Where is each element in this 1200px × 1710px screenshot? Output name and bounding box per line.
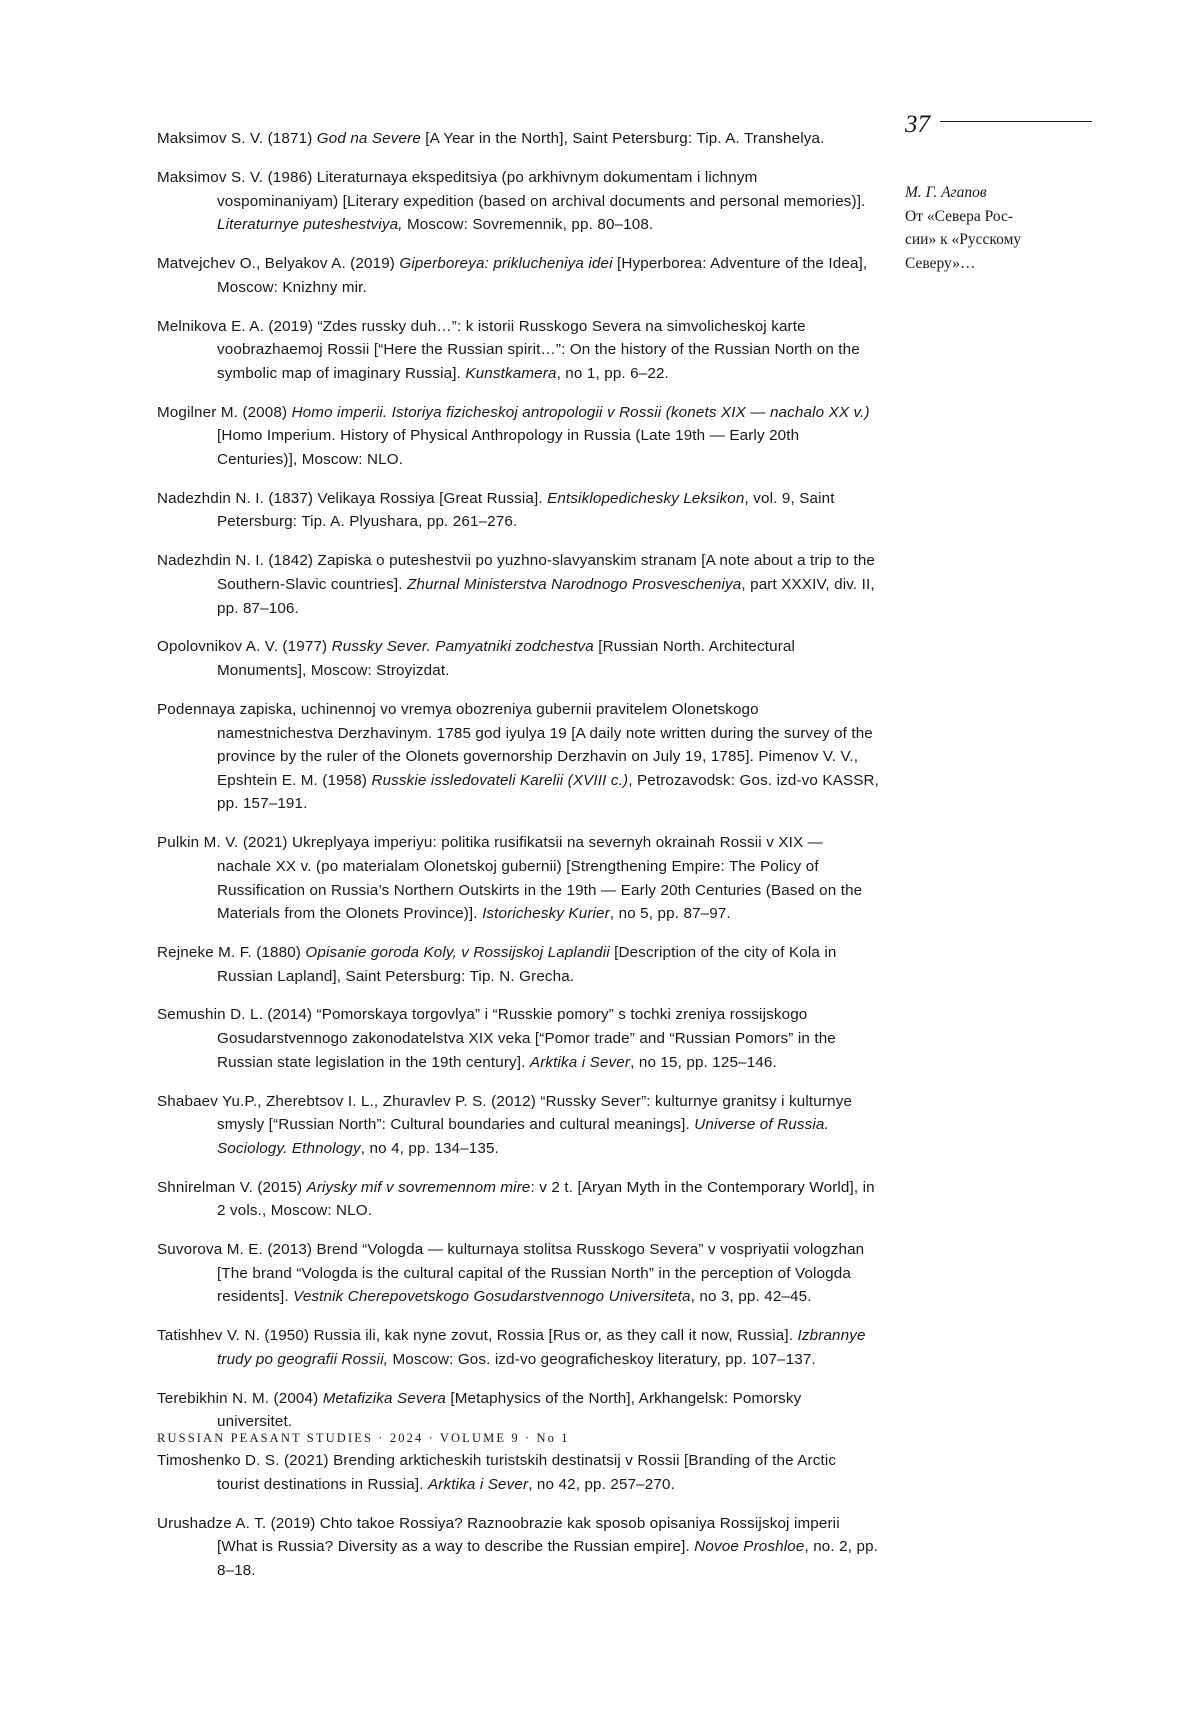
page-number-row <box>905 112 1105 137</box>
bibliography-entry: Melnikova E. A. (2019) “Zdes russky duh…”: k istorii Russkogo Severa na simvolicheskoj karte voobrazhaemoj Rossii [“Here the Russian spirit…”: On the history of the Russian North on the symbolic map of imaginary Russia]. Kunstkamera, no 1, pp. 6–22. <box>157 317 860 382</box>
bibliography-entry: Timoshenko D. S. (2021) Brending arkticheskih turistskih destinatsij v Rossii [Branding of the Arctic tourist destinations in Russia]. Arktika i Sever, no 42, pp. 257–270. <box>157 1452 837 1493</box>
bibliography-entry: Mogilner M. (2008) Homo imperii. Istoriya fizicheskoj antropologii v Rossii (konets XIX — nachalo XX v.) [Homo Imperium. History of Physical Anthropology in Russia (Late 19th — Early 20th Centuries)], Moscow: NLO. <box>157 403 870 468</box>
page-footer: RUSSIAN PEASANT STUDIES · 2024 · VOLUME 9 · No 1 <box>157 1431 570 1445</box>
bibliography-entry: Matvejchev O., Belyakov A. (2019) Giperboreya: priklucheniya idei [Hyperborea: Adventure of the Idea], Moscow: Knizhny mir. <box>157 255 868 296</box>
running-head-line-1: От «Севера Рос- <box>905 207 1014 225</box>
bibliography-entry: Opolovnikov A. V. (1977) Russky Sever. Pamyatniki zodchestva [Russian North. Architectural Monuments], Moscow: Stroyizdat. <box>157 638 796 680</box>
bibliography-entry: Podennaya zapiska, uchinennoj vo vremya obozreniya gubernii pravitelem Olonetskogo namestnichestva Derzhavinym. 1785 god iyulya 19 [A daily note written during the survey of the province by the ruler of the Olonets governorship Derzhavin on July 19, 1785]. Pimenov V. V., Epshtein E. M. (1958) Russkie issledovateli Karelii (XVIII c.), Petrozavodsk: Gos. izd-vo KASSR, pp. 157–191. <box>157 700 880 813</box>
bibliography-entry: Maksimov S. V. (1871) God na Severe [A Year in the North], Saint Petersburg: Tip. A. Transhelya. <box>157 130 825 148</box>
running-head-author: М. Г. Агапов <box>905 184 987 201</box>
bibliography-entry: Rejneke M. F. (1880) Opisanie goroda Koly, v Rossijskoj Laplandii [Description of the city of Kola in Russian Lapland], Saint Petersburg: Tip. N. Grecha. <box>157 944 837 985</box>
bibliography-entry: Terebikhin N. M. (2004) Metafizika Severa [Metaphysics of the North], Arkhangelsk: Pomorsky universitet. <box>157 1389 802 1431</box>
bibliography-entry: Maksimov S. V. (1986) Literaturnaya ekspeditsiya (po arkhivnym dokumentam i lichnym vospominaniyam) [Literary expedition (based on archival documents and personal memories)]. Literaturnye puteshestviya, Moscow: Sovremennik, pp. 80–108. <box>157 169 866 234</box>
page-number: 37 <box>905 111 930 138</box>
running-head <box>905 181 1065 275</box>
running-head-line-2: сии» к «Русскому <box>905 231 1022 249</box>
bibliography-entry: Pulkin M. V. (2021) Ukreplyaya imperiyu: politika rusifikatsii na severnyh okrainah Rossii v XIX — nachale XX v. (po materialam Olonetskoj gubernii) [Strengthening Empire: The Policy of Russification on Russia’s Northern Outskirts in the 19th — Early 20th Centuries (Based on the Materials from the Olonets Province)]. Istorichesky Kurier, no 5, pp. 87–97. <box>157 834 863 923</box>
bibliography-entry: Urushadze A. T. (2019) Chto takoe Rossiya? Raznoobrazie kak sposob opisaniya Rossijskoj imperii [What is Russia? Diversity as a way to describe the Russian empire]. Novoe Proshloe, no. 2, pp. 8–18. <box>157 1514 879 1579</box>
page-number-rule <box>940 121 1092 122</box>
bibliography-entry: Shnirelman V. (2015) Ariysky mif v sovremennom mire: v 2 t. [Aryan Myth in the Contemporary World], in 2 vols., Moscow: NLO. <box>157 1178 875 1220</box>
bibliography-list <box>157 112 879 1585</box>
bibliography-entry: Nadezhdin N. I. (1842) Zapiska o puteshestvii po yuzhno-slavyanskim stranam [A note about a trip to the Southern-Slavic countries]. Zhurnal Ministerstva Narodnogo Prosvescheniya, part XXXIV, div. II, pp. 87–106. <box>157 552 876 617</box>
bibliography-entry: Tatishhev V. N. (1950) Russia ili, kak nyne zovut, Rossia [Rus or, as they call it now, Russia]. Izbrannye trudy po geografii Rossii, Moscow: Gos. izd-vo geograficheskoy literatury, pp. 107–137. <box>157 1327 866 1368</box>
bibliography-entry: Suvorova M. E. (2013) Brend “Vologda — kulturnaya stolitsa Russkogo Severa” v vospriyatii vologzhan [The brand “Vologda is the cultural capital of the Russian North” in the perception of Vologda residents]. Vestnik Cherepovetskogo Gosudarstvennogo Universiteta, no 3, pp. 42–45. <box>157 1241 865 1306</box>
bibliography-entry: Semushin D. L. (2014) “Pomorskaya torgovlya” i “Russkie pomory” s tochki zreniya rossijskogo Gosudarstvennogo zakonodatelstva XIX veka [“Pomor trade” and “Russian Pomors” in the Russian state legislation in the 19th century]. Arktika i Sever, no 15, pp. 125–146. <box>157 1006 836 1071</box>
running-head-line-3: Северу»… <box>905 254 976 272</box>
page-margin-block <box>905 112 1105 275</box>
bibliography-entry: Shabaev Yu.P., Zherebtsov I. L., Zhuravlev P. S. (2012) “Russky Sever”: kulturnye granitsy i kulturnye smysly [“Russian North”: Cultural boundaries and cultural meanings]. Universe of Russia. Sociology. Ethnology, no 4, pp. 134–135. <box>157 1092 853 1157</box>
bibliography-entry: Nadezhdin N. I. (1837) Velikaya Rossiya [Great Russia]. Entsiklopedichesky Leksikon, vol. 9, Saint Petersburg: Tip. A. Plyushara, pp. 261–276. <box>157 489 835 531</box>
